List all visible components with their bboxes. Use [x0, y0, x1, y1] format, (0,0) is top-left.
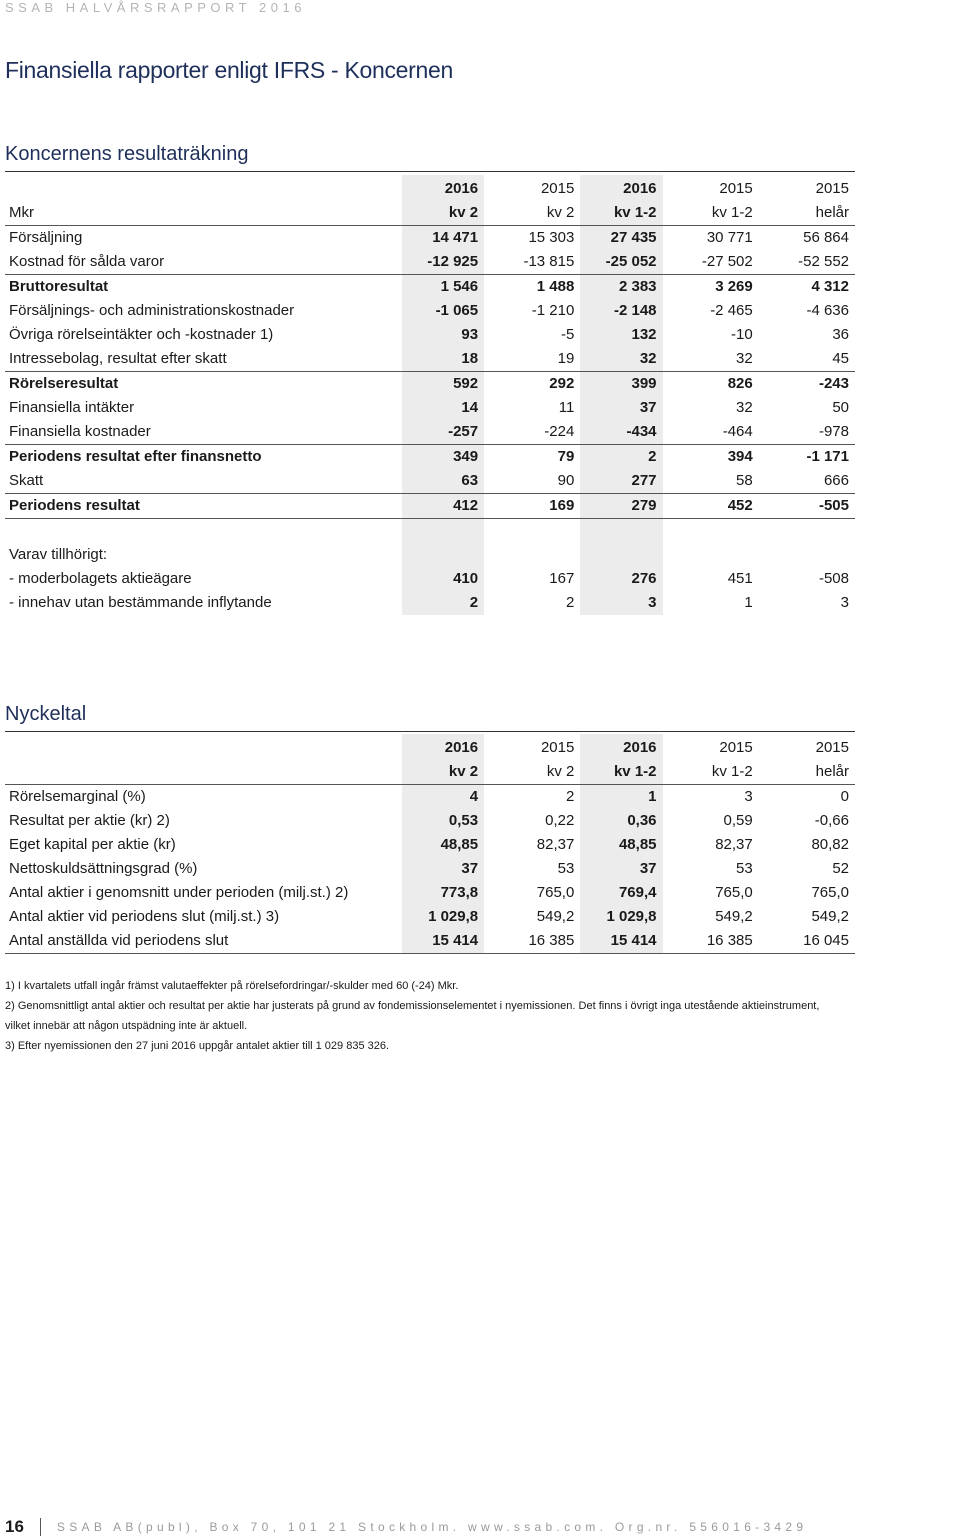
row-value: 549,2	[715, 908, 753, 925]
row-value: 15 414	[580, 929, 662, 954]
row-value: 2	[565, 788, 575, 805]
row-label: Periodens resultat	[5, 494, 402, 519]
row-value: -52 552	[759, 250, 855, 275]
row-label: Eget kapital per aktie (kr)	[9, 836, 176, 853]
table-row	[5, 905, 855, 929]
row-value: -464	[663, 420, 759, 445]
row-value: 410	[402, 567, 484, 591]
row-value: -2 465	[710, 302, 753, 319]
row-value: 2	[565, 594, 575, 611]
row-value: 592	[402, 372, 484, 397]
table-row	[5, 469, 855, 494]
period-header: kv 1-2	[663, 760, 759, 785]
header-label-empty	[5, 734, 402, 760]
period-header: helår	[759, 201, 855, 226]
period-header: kv 2	[402, 760, 484, 785]
row-value: -505	[759, 494, 855, 519]
spacer-row	[5, 519, 855, 544]
footnotes	[5, 976, 960, 1056]
income-statement-table	[5, 175, 855, 615]
row-value: 36	[832, 326, 849, 343]
row-value: 3 269	[715, 278, 753, 295]
row-value: 15 414	[402, 929, 484, 954]
row-value: 4	[402, 785, 484, 810]
row-value: 82,37	[536, 836, 575, 853]
period-header: kv 1-2	[580, 760, 662, 785]
year-header: 2015	[540, 739, 575, 756]
row-label: Rörelseresultat	[9, 375, 119, 392]
row-label: Periodens resultat efter finansnetto	[9, 448, 262, 465]
table-row	[5, 494, 855, 519]
row-value: 32	[580, 347, 662, 372]
attributable-heading-row	[5, 543, 855, 567]
row-value: 3	[580, 591, 662, 615]
row-value: 0,22	[545, 812, 575, 829]
header-label-empty	[5, 175, 402, 201]
row-value: 765,0	[536, 884, 575, 901]
period-header: kv 2	[484, 760, 580, 785]
row-label: Resultat per aktie (kr) 2)	[9, 812, 170, 829]
row-value: 80,82	[811, 836, 849, 853]
spacer-cell	[759, 519, 855, 544]
table-row	[5, 420, 855, 445]
period-header: kv 2	[484, 201, 580, 226]
row-value: 18	[402, 347, 484, 372]
row-label: Bruttoresultat	[9, 278, 109, 295]
row-value: 1	[580, 785, 662, 810]
row-value: 826	[727, 375, 753, 392]
row-value: 4 312	[811, 278, 849, 295]
row-value: 37	[580, 396, 662, 420]
year-header: 2016	[580, 734, 662, 760]
row-value: 279	[580, 494, 662, 519]
row-value: 349	[402, 445, 484, 470]
row-value: 765,0	[811, 884, 849, 901]
attributable-row	[5, 591, 855, 615]
row-value: -1 065	[402, 299, 484, 323]
row-value: 16 045	[759, 929, 855, 954]
row-value: 93	[402, 323, 484, 347]
row-value: 292	[549, 375, 575, 392]
year-header: 2015	[719, 180, 753, 197]
footnote-2-continued: vilket innebär att någon utspädning inte är aktuell.	[5, 1020, 248, 1032]
row-value: 53	[557, 860, 575, 877]
row-value: 48,85	[402, 833, 484, 857]
row-value: 1 029,8	[580, 905, 662, 929]
page-number: 16	[5, 1517, 24, 1536]
row-value: 769,4	[580, 881, 662, 905]
header-row-periods	[5, 201, 855, 226]
table-row	[5, 372, 855, 397]
row-value: -243	[818, 375, 849, 392]
row-value: 452	[663, 494, 759, 519]
row-value: 3	[840, 594, 849, 611]
year-header: 2015	[540, 180, 575, 197]
unit-label: Mkr	[5, 201, 402, 226]
table-row	[5, 250, 855, 275]
row-value: 394	[727, 448, 753, 465]
row-label: Finansiella kostnader	[5, 420, 402, 445]
row-label: - innehav utan bestämmande inflytande	[9, 594, 272, 611]
row-label: Kostnad för sålda varor	[5, 250, 402, 275]
row-value: 412	[402, 494, 484, 519]
row-value: -13 815	[484, 250, 580, 275]
footnote-1: 1) I kvartalets utfall ingår främst valutaeffekter på rörelsefordringar/-skulder med 60 (-24) Mkr.	[5, 980, 459, 992]
empty-cell	[759, 543, 855, 567]
row-value: 15 303	[528, 229, 575, 246]
row-value: -978	[759, 420, 855, 445]
table-row	[5, 881, 855, 905]
row-value: -4 636	[806, 302, 849, 319]
row-label: Antal anställda vid periodens slut	[5, 929, 402, 954]
row-value: 37	[580, 857, 662, 881]
row-value: -434	[580, 420, 662, 445]
row-value: 16 385	[663, 929, 759, 954]
header-row-years	[5, 734, 855, 760]
row-label: Intressebolag, resultat efter skatt	[5, 347, 402, 372]
row-value: 48,85	[580, 833, 662, 857]
row-value: 56 864	[803, 229, 849, 246]
row-label: Skatt	[5, 469, 402, 494]
row-value: 45	[759, 347, 855, 372]
key-figures-table	[5, 734, 855, 954]
report-brand-header: SSAB HALVÅRSRAPPORT 2016	[5, 0, 306, 15]
row-value: 58	[663, 469, 759, 494]
row-value: 1 546	[402, 275, 484, 300]
attributable-row	[5, 567, 855, 591]
spacer-cell	[402, 519, 484, 544]
row-value: 549,2	[536, 908, 575, 925]
row-value: 549,2	[811, 908, 849, 925]
year-header: 2016	[402, 175, 484, 201]
table-row	[5, 299, 855, 323]
row-value: 2	[402, 591, 484, 615]
spacer-cell	[580, 519, 662, 544]
row-label: Rörelsemarginal (%)	[9, 788, 146, 805]
page-footer	[5, 1514, 807, 1540]
row-label: - moderbolagets aktieägare	[9, 570, 192, 587]
table-row	[5, 809, 855, 833]
period-header: kv 1-2	[580, 201, 662, 226]
row-value: 666	[759, 469, 855, 494]
row-label: Finansiella intäkter	[9, 399, 135, 416]
row-value: 276	[580, 567, 662, 591]
attributable-label: Varav tillhörigt:	[9, 546, 108, 563]
year-header: 2015	[815, 739, 849, 756]
row-label: Försäljnings- och administrationskostnader	[9, 302, 295, 319]
header-label-empty	[5, 760, 402, 785]
row-value: 169	[484, 494, 580, 519]
row-value: 63	[402, 469, 484, 494]
spacer-cell	[5, 519, 402, 544]
row-value: 399	[580, 372, 662, 397]
row-value: 82,37	[715, 836, 753, 853]
row-value: 30 771	[706, 229, 753, 246]
key-figures-top-rule	[5, 731, 855, 732]
header-row-years	[5, 175, 855, 201]
row-value: -1 210	[531, 302, 575, 319]
income-top-rule	[5, 171, 855, 172]
period-header: helår	[759, 760, 855, 785]
year-header: 2016	[402, 734, 484, 760]
year-header: 2015	[719, 739, 753, 756]
row-value: 277	[580, 469, 662, 494]
table-row	[5, 929, 855, 954]
row-value: 451	[727, 570, 753, 587]
row-value: 16 385	[484, 929, 580, 954]
report-title: Finansiella rapporter enligt IFRS - Koncernen	[5, 57, 454, 83]
row-value: -2 148	[580, 299, 662, 323]
row-value: -12 925	[402, 250, 484, 275]
row-value: 0,59	[723, 812, 753, 829]
row-label: Försäljning	[9, 229, 83, 246]
row-value: 765,0	[715, 884, 753, 901]
row-value: 52	[832, 860, 849, 877]
row-value: -5	[560, 326, 575, 343]
row-value: 14	[402, 396, 484, 420]
row-value: -508	[818, 570, 849, 587]
row-value: 167	[549, 570, 575, 587]
row-value: 14 471	[402, 226, 484, 251]
row-value: 11	[558, 399, 575, 416]
table-row	[5, 275, 855, 300]
year-header: 2015	[815, 180, 849, 197]
row-value: 3	[744, 788, 753, 805]
row-value: 1 488	[536, 278, 575, 295]
empty-cell	[663, 543, 759, 567]
row-value: 90	[484, 469, 580, 494]
row-value: 1 029,8	[402, 905, 484, 929]
row-value: -27 502	[663, 250, 759, 275]
row-value: 0,53	[402, 809, 484, 833]
company-address: SSAB AB(publ), Box 70, 101 21 Stockholm. www.ssab.com. Org.nr. 556016-3429	[56, 1520, 808, 1534]
row-label: Antal aktier vid periodens slut (milj.st.) 3)	[9, 908, 280, 925]
row-value: 37	[402, 857, 484, 881]
key-figures-title: Nyckeltal	[5, 703, 87, 725]
spacer-cell	[663, 519, 759, 544]
footer-divider	[40, 1518, 41, 1536]
empty-cell	[580, 543, 662, 567]
row-value: -25 052	[580, 250, 662, 275]
row-value: 27 435	[580, 226, 662, 251]
row-value: 0	[840, 788, 849, 805]
table-row	[5, 347, 855, 372]
row-value: 0,36	[580, 809, 662, 833]
footnote-2: 2) Genomsnittligt antal aktier och resultat per aktie har justerats på grund av fondemissionselementet i nyemissionen. Det finns i övrigt inga utestående aktieinstrument,	[5, 1000, 820, 1012]
table-row	[5, 445, 855, 470]
row-value: 32	[736, 399, 753, 416]
row-value: -0,66	[814, 812, 849, 829]
spacer-cell	[484, 519, 580, 544]
row-label: Nettoskuldsättningsgrad (%)	[9, 860, 198, 877]
row-value: 1	[744, 594, 753, 611]
year-header: 2016	[580, 175, 662, 201]
row-value: 79	[557, 448, 575, 465]
table-row	[5, 833, 855, 857]
row-value: 50	[832, 399, 849, 416]
period-header: kv 1-2	[663, 201, 759, 226]
table-row	[5, 396, 855, 420]
header-row-periods	[5, 760, 855, 785]
table-row	[5, 785, 855, 810]
row-value: -224	[484, 420, 580, 445]
row-value: 2	[580, 445, 662, 470]
row-value: 32	[663, 347, 759, 372]
table-row	[5, 323, 855, 347]
row-value: 53	[736, 860, 753, 877]
table-row	[5, 226, 855, 251]
row-value: -1 171	[806, 448, 849, 465]
row-value: -257	[402, 420, 484, 445]
period-header: kv 2	[402, 201, 484, 226]
row-value: 2 383	[580, 275, 662, 300]
footnote-3: 3) Efter nyemissionen den 27 juni 2016 uppgår antalet aktier till 1 029 835 326.	[5, 1040, 390, 1052]
income-statement-title: Koncernens resultaträkning	[5, 143, 249, 165]
row-value: -10	[731, 326, 753, 343]
row-value: 773,8	[402, 881, 484, 905]
empty-cell	[402, 543, 484, 567]
row-label: Antal aktier i genomsnitt under perioden (milj.st.) 2)	[9, 884, 349, 901]
row-value: 19	[484, 347, 580, 372]
row-value: 132	[580, 323, 662, 347]
row-label: Övriga rörelseintäkter och -kostnader 1)	[9, 326, 274, 343]
empty-cell	[484, 543, 580, 567]
table-row	[5, 857, 855, 881]
